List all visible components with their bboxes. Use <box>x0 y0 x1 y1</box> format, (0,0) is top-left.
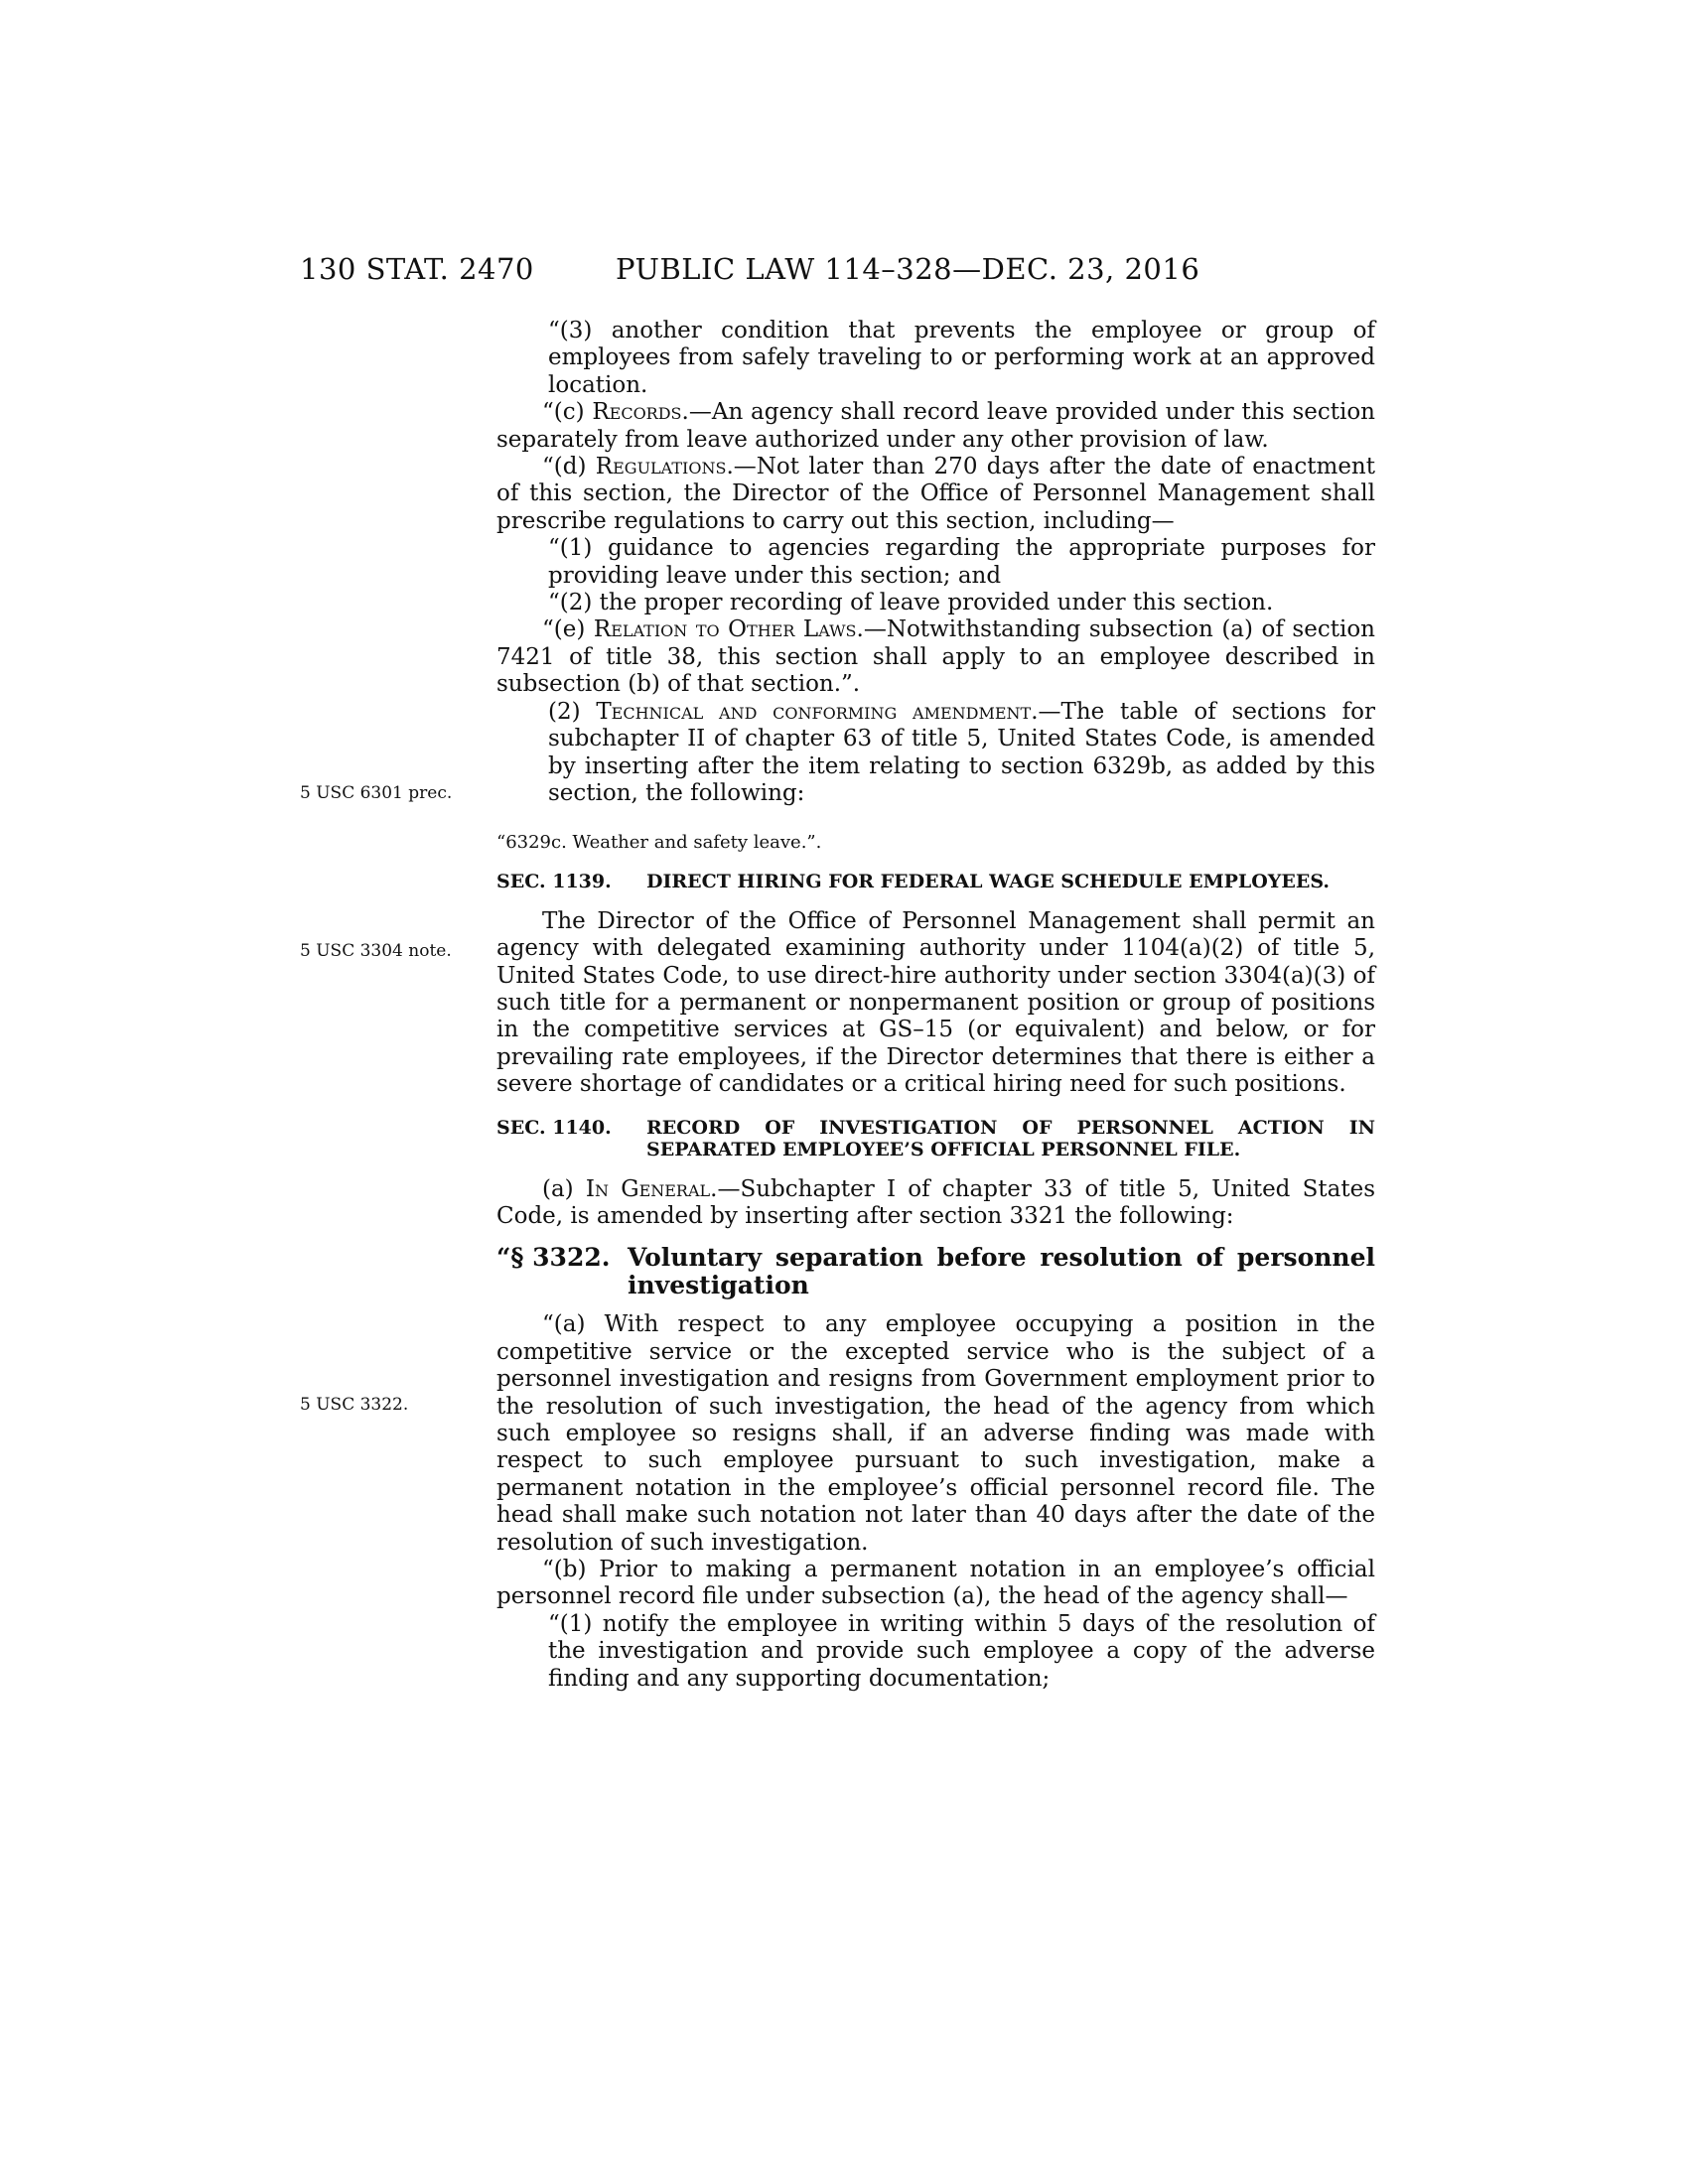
section-3322-heading <box>496 1244 1375 1299</box>
in-general-heading: In General <box>585 1175 711 1202</box>
section-1140-title: RECORD OF INVESTIGATION OF PERSONNEL ACTION IN SEPARATED EMPLOYEE’S OFFICIAL PERSONNEL FILE. <box>646 1116 1375 1160</box>
relation-heading: Relation to Other Laws <box>593 616 857 643</box>
margin-note-3304: 5 USC 3304 note. <box>300 941 452 961</box>
paragraph-recording: “(2) the proper recording of leave provided under this section. <box>548 590 1274 616</box>
paragraph-3322-a: “(a) With respect to any employee occupying a position in the competitive service or the excepted service who is the subject of a personnel investigation and resigns from Government employment prior to the resolution of such investigation, the head of the agency from which such employee so resigns shall, if an adverse finding was made with respect to such employee pursuant to such investigation, make a permanent notation in the employee’s official personnel record file. The head shall make such notation not later than 40 days after the date of the resolution of such investigation. <box>496 1311 1375 1556</box>
paragraph-relation: “(e) Relation to Other Laws.—Notwithstanding subsection (a) of section 7421 of title 38, this section shall apply to an employee described in subsection (b) of that section.”. <box>496 616 1375 698</box>
paragraph-regulations: “(d) Regulations.—Not later than 270 days after the date of enactment of this section, the Director of the Office of Personnel Management shall prescribe regulations to carry out this section, including— <box>496 454 1375 534</box>
paragraph-guidance: “(1) guidance to agencies regarding the appropriate purposes for providing leave under this section; and <box>548 535 1375 589</box>
margin-note-6301: 5 USC 6301 prec. <box>300 783 453 803</box>
section-1140-heading <box>496 1117 1375 1160</box>
section-1139-number: SEC. 1139. <box>496 870 612 892</box>
section-1139-heading <box>496 871 1375 892</box>
paragraph-records: “(c) Records.—An agency shall record leave provided under this section separately from leave authorized under any other provision of law. <box>496 399 1375 453</box>
public-law-title: PUBLIC LAW 114–328—DEC. 23, 2016 <box>616 252 1200 286</box>
section-3322-number: “§ 3322. <box>496 1243 611 1273</box>
section-3322-title: Voluntary separation before resolution of personnel investigation <box>628 1243 1375 1300</box>
paragraph-direct-hiring: The Director of the Office of Personnel Management shall permit an agency with delegated examining authority under 1104(a)(2) of title 5, United States Code, to use direct-hire authority under section 3304(a)(3) of such title for a permanent or nonpermanent position or group of positions in the competitive services at GS–15 (or equivalent) and below, or for prevailing rate employees, if the Director determines that there is either a severe shortage of candidates or a critical hiring need for such positions. <box>496 907 1375 1098</box>
statute-page-number: 130 STAT. 2470 <box>300 252 534 286</box>
document-body <box>496 318 1375 1693</box>
paragraph-in-general: (a) In General.—Subchapter I of chapter 33 of title 5, United States Code, is amended by inserting after section 3321 the following: <box>496 1175 1375 1229</box>
regulations-heading: Regulations <box>595 454 727 480</box>
records-heading: Records <box>592 399 682 426</box>
section-1139-title: DIRECT HIRING FOR FEDERAL WAGE SCHEDULE EMPLOYEES. <box>646 870 1330 892</box>
section-1140-number: SEC. 1140. <box>496 1116 612 1139</box>
paragraph-3322-b: “(b) Prior to making a permanent notation in an employee’s official personnel record file under subsection (a), the head of the agency shall— <box>496 1557 1375 1610</box>
technical-amendment-heading: Technical and conforming amendment <box>596 698 1032 725</box>
paragraph-3322-b-1: “(1) notify the employee in writing within 5 days of the resolution of the investigation and provide such employee a copy of the adverse finding and any supporting documentation; <box>548 1610 1375 1692</box>
paragraph-technical-amendment: (2) Technical and conforming amendment.—The table of sections for subchapter II of chapter 63 of title 5, United States Code, is amended by inserting after the item relating to section 6329b, as added by this section, the following: <box>548 698 1375 806</box>
paragraph-condition-3: “(3) another condition that prevents the employee or group of employees from safely traveling to or performing work at an approved location. <box>548 318 1375 398</box>
table-of-sections-item: “6329c. Weather and safety leave.”. <box>496 832 822 854</box>
page-header <box>300 252 1387 292</box>
margin-note-3322: 5 USC 3322. <box>300 1395 409 1415</box>
